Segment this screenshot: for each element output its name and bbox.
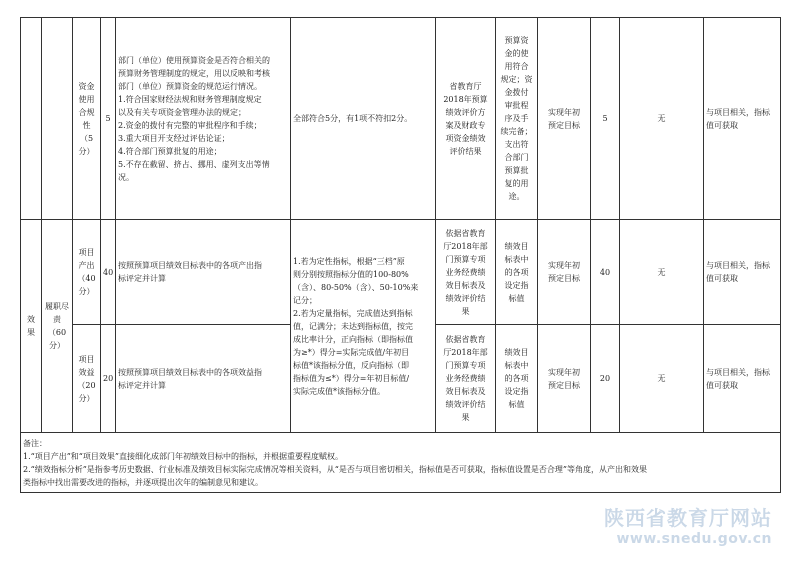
site-watermark (604, 502, 772, 547)
table-row (21, 220, 781, 325)
notes-row (21, 433, 781, 493)
basis-cell: 省教育厅 2018年预算 绩效评价方 案及财政专 项资金绩效 评价结果 (436, 18, 496, 220)
empty-cell (21, 18, 42, 220)
effect-category-cell: 效 果 (21, 220, 42, 433)
watermark-name: 陕西省教育厅网站 (604, 506, 772, 530)
empty-cell (42, 18, 73, 220)
deduction-cell: 无 (620, 18, 704, 220)
weight-cell: 5 (101, 18, 116, 220)
score-cell: 20 (591, 325, 620, 433)
deduction-cell: 无 (620, 220, 704, 325)
method-cell: 1.若为定性指标，根据“三档”原 则分别按照指标分值的100-80% （含）、80-50%（含）、50-10%来 记分； 2.若为定量指标，完成值达到指标 值，记满分；未达到指标值，按完 成比率计分，正向指标（即指标值 为≥*）得分=实际完成值/年初目 标值*该指标分值，反向指标（即 指标值为≤*）得分=年初目标值/ 实际完成值*该指标分值。 (291, 220, 436, 433)
plan-cell: 绩效目 标表中 的各项 设定指 标值 (496, 325, 538, 433)
notes-title: 备注： (23, 438, 47, 448)
deduction-cell: 无 (620, 325, 704, 433)
plan-cell: 绩效目 标表中 的各项 设定指 标值 (496, 220, 538, 325)
reason-cell: 与项目相关，指标 值可获取 (704, 18, 781, 220)
weight-cell: 20 (101, 325, 116, 433)
method-cell: 全部符合5分，有1项不符扣2分。 (291, 18, 436, 220)
basis-cell: 依据省教育 厅2018年部 门预算专项 业务经费绩 效目标表及 绩效评价结 果 (436, 220, 496, 325)
note-line-2: 2.“绩效指标分析”是指参考历史数据、行业标准及绩效目标实际完成情况等相关资料，从“是否与项目密切相关，指标值是否可获取，指标值设置是否合理”等角度，从产出和效果 类指标中找出需要改进的指标，并逐项提出次年的编制意见和建议。 (23, 464, 647, 487)
source-cell: 实现年初 预定目标 (538, 220, 591, 325)
basis-cell: 依据省教育 厅2018年部 门预算专项 业务经费绩 效目标表及 绩效评价结 果 (436, 325, 496, 433)
weight-cell: 40 (101, 220, 116, 325)
standard-cell: 部门（单位）使用预算资金是否符合相关的 预算财务管理制度的规定，用以反映和考核 部门（单位）预算资金的规范运行情况。 1.符合国家财经法规和财务管理制度规定 以及有关专项资金管理办法的规定； 2.资金的拨付有完整的审批程序和手续； 3.重大项目开支经过评估论证； 4.符合部门预算批复的用途； 5.不存在截留、挤占、挪用、虚列支出等情 况。 (116, 18, 291, 220)
evaluation-table (20, 17, 781, 493)
score-cell: 5 (591, 18, 620, 220)
notes-cell (21, 433, 781, 493)
criterion-cell: 资金 使用 合规 性 （5 分） (73, 18, 101, 220)
criterion-cell: 项目 效益 （20 分） (73, 325, 101, 433)
standard-cell: 按照预算项目绩效目标表中的各项效益指 标评定并计算 (116, 325, 291, 433)
source-cell: 实现年初 预定目标 (538, 325, 591, 433)
standard-cell: 按照预算项目绩效目标表中的各项产出指 标评定并计算 (116, 220, 291, 325)
reason-cell: 与项目相关，指标 值可获取 (704, 325, 781, 433)
criterion-cell: 项目 产出 （40 分） (73, 220, 101, 325)
watermark-url: www.snedu.gov.cn (616, 531, 772, 547)
reason-cell: 与项目相关，指标 值可获取 (704, 220, 781, 325)
note-line-1: 1.“项目产出”和“项目效果”直接细化成部门年初绩效目标中的指标，并根据重要程度赋权。 (23, 451, 343, 461)
score-cell: 40 (591, 220, 620, 325)
plan-cell: 预算资 金的使 用符合 规定；资 金拨付 审批程 序及手 续完备； 支出符 合部门 预算批 复的用 途。 (496, 18, 538, 220)
table-row (21, 18, 781, 220)
duty-category-cell: 履职尽 责（60 分） (42, 220, 73, 433)
source-cell: 实现年初 预定目标 (538, 18, 591, 220)
